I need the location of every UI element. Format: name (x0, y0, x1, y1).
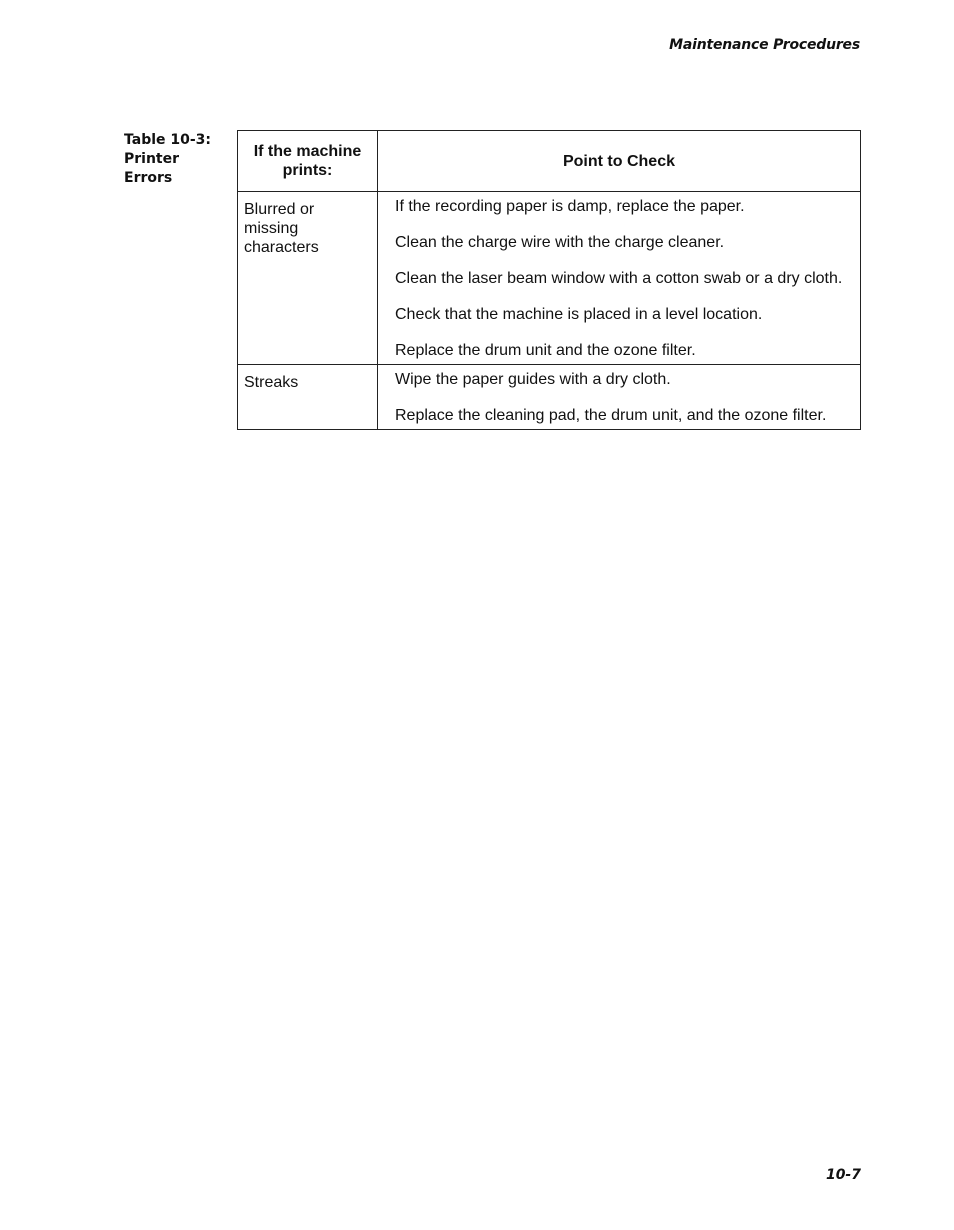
check-item: Check that the machine is placed in a level location. (395, 306, 763, 323)
checks-cell (378, 365, 861, 430)
symptom-cell: Blurred or missing characters (238, 192, 378, 365)
check-item: Clean the laser beam window with a cotton swab or a dry cloth. (395, 270, 843, 287)
running-header: Maintenance Procedures (669, 37, 860, 53)
table-header-row (238, 131, 861, 192)
check-item: Clean the charge wire with the charge cleaner. (395, 234, 725, 251)
check-item: If the recording paper is damp, replace the paper. (395, 198, 745, 215)
column-header-symptom: If the machine prints: (238, 131, 378, 192)
table-caption (124, 131, 224, 188)
page-number: 10-7 (825, 1167, 861, 1183)
column-header-check: Point to Check (378, 131, 861, 192)
check-item: Replace the drum unit and the ozone filter. (395, 342, 696, 359)
table-row (238, 192, 861, 365)
check-item: Replace the cleaning pad, the drum unit, and the ozone filter. (395, 407, 827, 424)
symptom-cell: Streaks (238, 365, 378, 430)
caption-line: Printer (124, 151, 180, 167)
table-row (238, 365, 861, 430)
caption-line: Table 10-3: (124, 132, 212, 148)
checks-cell (378, 192, 861, 365)
caption-line: Errors (124, 170, 173, 186)
check-item: Wipe the paper guides with a dry cloth. (395, 371, 671, 388)
printer-errors-table (237, 130, 861, 430)
